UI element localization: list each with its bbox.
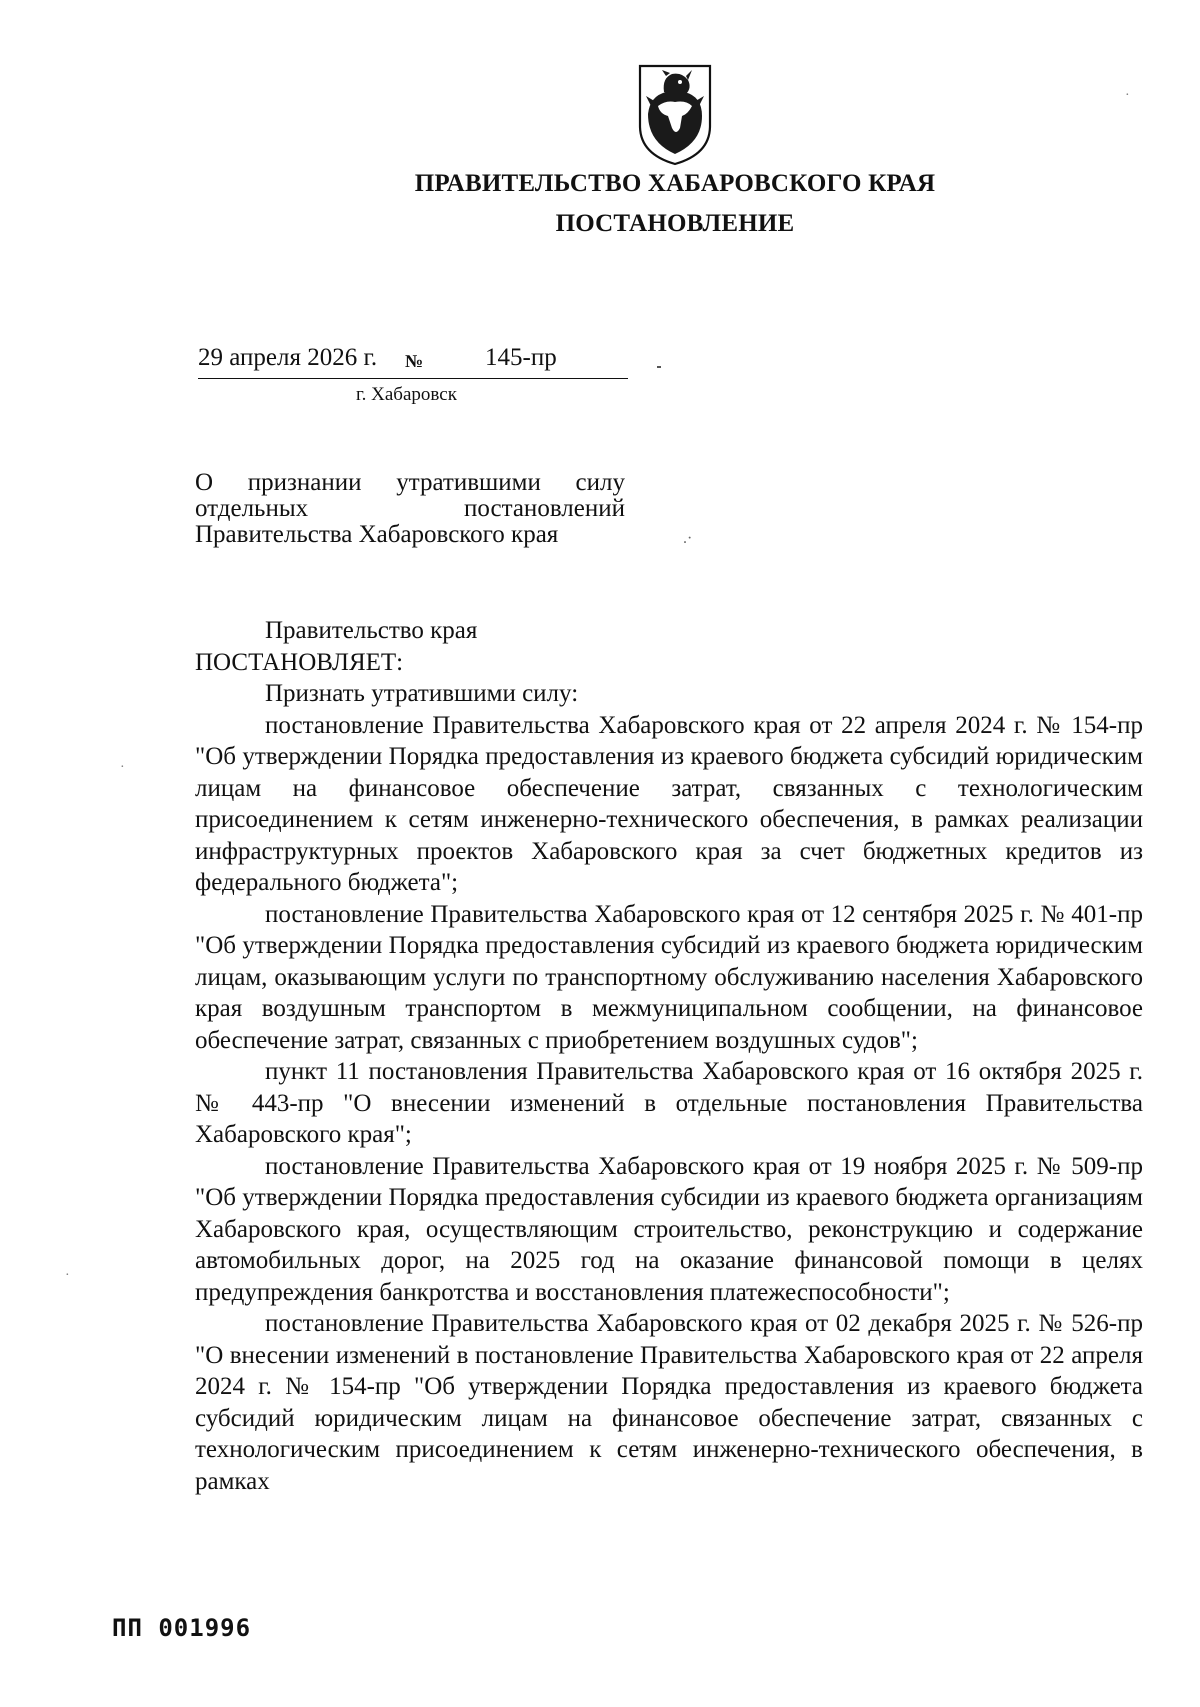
body-paragraph: Признать утратившими силу: [265,680,579,707]
number-sign: № [405,351,424,371]
list-item: постановление Правительства Хабаровского края от 19 ноября 2025 г. № 509-пр "Об утверждении Порядка предоставления субсидии из краевого бюджета организациям Хабаровского края, осуществляющим строительство, реконструкцию и содержание автомобильных дорог, на 2025 год на оказание финансовой помощи в целях предупреждения банкротства и восстановления платежеспособности"; [195,1152,1143,1306]
organization-title: ПРАВИТЕЛЬСТВО ХАБАРОВСКОГО КРАЯ [414,170,936,197]
subject-line: О признании утратившими силу [195,469,625,496]
list-item: постановление Правительства Хабаровского края от 22 апреля 2024 г. № 154-пр "Об утверждении Порядка предоставления из краевого бюджета субсидий юридическим лицам на финансовое обеспечение затрат, связанных с технологическим присоединением к сетям инженерно-технического обеспечения, в рамках реализации инфраструктурных проектов Хабаровского края за счет бюджетных кредитов из федерального бюджета"; [195,711,1143,896]
body-paragraph: ПОСТАНОВЛЯЕТ: [195,648,404,676]
list-item: постановление Правительства Хабаровского края от 12 сентября 2025 г. № 401-пр "Об утверждении Порядка предоставления субсидий из краевого бюджета юридическим лицам, оказывающим услуги по транспортному обслуживанию населения Хабаровского края воздушным транспортом в межмуниципальном сообщении, на финансовое обеспечение затрат, связанных с приобретением воздушных судов"; [195,900,1143,1054]
subject-line: Правительства Хабаровского края [195,521,559,548]
serial-number: ПП 001996 [112,1614,252,1642]
subject-line: отдельных постановлений [195,495,625,522]
document-body [195,615,1143,1497]
list-item: пункт 11 постановления Правительства Хабаровского края от 16 октября 2025 г. № 443-пр "О внесении изменений в отдельные постановления Правительства Хабаровского края"; [195,1058,1143,1148]
scan-mark: .· [683,530,693,547]
scan-mark [657,366,661,368]
scan-mark: · [65,1268,70,1283]
document-date: 29 апреля 2026 г. [198,344,378,371]
date-number-line [198,344,628,379]
document-city: г. Хабаровск [356,384,457,405]
scan-mark: · [120,760,125,775]
body-paragraph: Правительство края [265,617,478,644]
list-item: постановление Правительства Хабаровского края от 02 декабря 2025 г. № 526-пр "О внесении изменений в постановление Правительства Хабаровского края от 22 апреля 2024 г. № 154-пр "Об утверждении Порядка предоставления из краевого бюджета субсидий юридическим лицам на финансовое обеспечение затрат, связанных с технологическим присоединением к сетям инженерно-технического обеспечения, в рамках [195,1310,1143,1495]
scan-mark: · [1125,88,1130,103]
document-subject [195,470,625,548]
document-type: ПОСТАНОВЛЕНИЕ [555,210,795,237]
document-number: 145-пр [485,344,557,371]
coat-of-arms-icon [636,62,714,168]
